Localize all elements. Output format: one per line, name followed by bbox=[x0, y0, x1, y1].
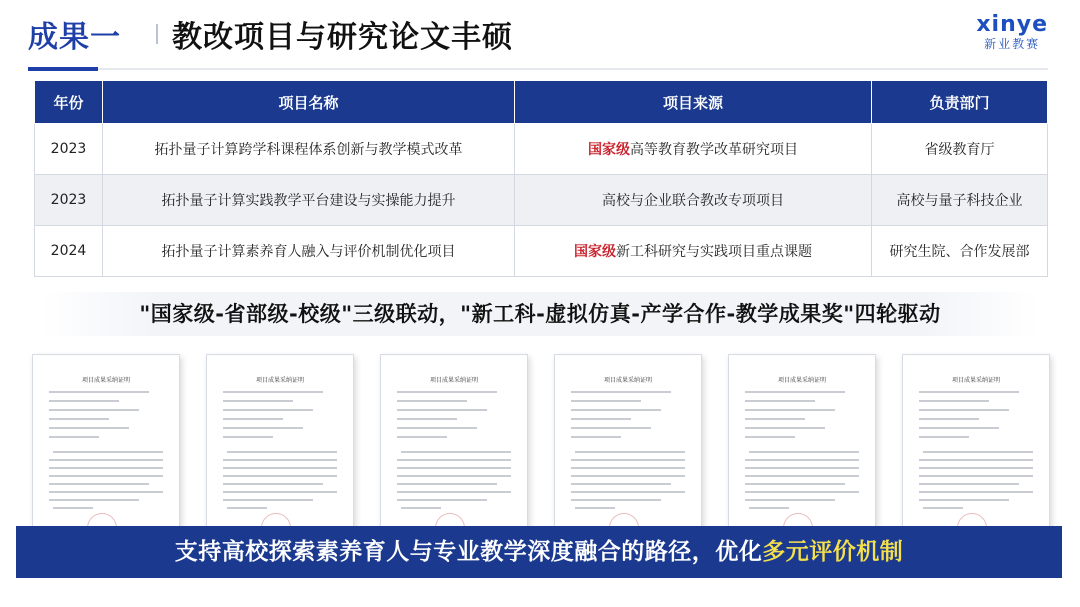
conclusion-text: 支持高校探索素养育人与专业教学深度融合的路径，优化 bbox=[174, 539, 763, 565]
cell-source bbox=[515, 175, 872, 226]
text-line-placeholder bbox=[571, 467, 685, 469]
text-line-placeholder bbox=[571, 483, 671, 485]
text-line-placeholder bbox=[49, 400, 119, 402]
text-line-placeholder bbox=[397, 491, 511, 493]
text-line-placeholder bbox=[919, 467, 1033, 469]
text-line-placeholder bbox=[919, 418, 979, 420]
text-line-placeholder bbox=[223, 436, 273, 438]
source-level: 国家级 bbox=[588, 142, 630, 158]
text-line-placeholder bbox=[227, 451, 337, 453]
table-row bbox=[35, 175, 1048, 226]
text-line-placeholder bbox=[571, 436, 621, 438]
text-line-placeholder bbox=[919, 491, 1033, 493]
text-line-placeholder bbox=[223, 459, 337, 461]
text-line-placeholder bbox=[223, 491, 337, 493]
text-line-placeholder bbox=[49, 475, 163, 477]
certificate-document bbox=[32, 354, 180, 548]
certificate-document bbox=[728, 354, 876, 548]
source-text: 新工科研究与实践项目重点课题 bbox=[616, 244, 812, 260]
text-line-placeholder bbox=[749, 507, 789, 509]
text-line-placeholder bbox=[919, 436, 969, 438]
text-line-placeholder bbox=[571, 409, 661, 411]
certificate-title: 项目成果采纳证明 bbox=[777, 377, 826, 384]
cell-project-name: 拓扑量子计算实践教学平台建设与实操能力提升 bbox=[103, 175, 515, 226]
text-line-placeholder bbox=[919, 499, 1009, 501]
text-line-placeholder bbox=[745, 418, 805, 420]
text-line-placeholder bbox=[745, 391, 845, 393]
col-header-dept: 负责部门 bbox=[872, 81, 1048, 124]
text-line-placeholder bbox=[923, 507, 963, 509]
certificate-gallery bbox=[32, 354, 1048, 550]
text-line-placeholder bbox=[397, 467, 511, 469]
text-line-placeholder bbox=[571, 459, 685, 461]
text-line-placeholder bbox=[745, 400, 815, 402]
text-line-placeholder bbox=[227, 507, 267, 509]
text-line-placeholder bbox=[571, 391, 671, 393]
header-underline-accent bbox=[28, 67, 98, 71]
text-line-placeholder bbox=[745, 409, 835, 411]
text-line-placeholder bbox=[745, 491, 859, 493]
text-line-placeholder bbox=[49, 418, 109, 420]
text-line-placeholder bbox=[575, 507, 615, 509]
certificate-document bbox=[554, 354, 702, 548]
text-line-placeholder bbox=[223, 427, 303, 429]
cell-year: 2024 bbox=[35, 226, 103, 277]
text-line-placeholder bbox=[223, 400, 293, 402]
section-tag: 成果一 bbox=[28, 20, 121, 55]
col-header-name: 项目名称 bbox=[103, 81, 515, 124]
brand-logo bbox=[976, 12, 1048, 52]
table-row bbox=[35, 124, 1048, 175]
cell-dept: 省级教育厅 bbox=[872, 124, 1048, 175]
text-line-placeholder bbox=[397, 418, 457, 420]
projects-table bbox=[34, 80, 1048, 277]
header-underline bbox=[28, 68, 1048, 70]
table-row bbox=[35, 226, 1048, 277]
certificate-title: 项目成果采纳证明 bbox=[603, 377, 652, 384]
certificate-title: 项目成果采纳证明 bbox=[81, 377, 130, 384]
text-line-placeholder bbox=[223, 409, 313, 411]
source-text: 高等教育教学改革研究项目 bbox=[630, 142, 798, 158]
text-line-placeholder bbox=[571, 491, 685, 493]
text-line-placeholder bbox=[49, 491, 163, 493]
certificate-title: 项目成果采纳证明 bbox=[429, 377, 478, 384]
text-line-placeholder bbox=[49, 499, 139, 501]
text-line-placeholder bbox=[397, 436, 447, 438]
text-line-placeholder bbox=[571, 475, 685, 477]
header-divider bbox=[156, 24, 158, 44]
text-line-placeholder bbox=[397, 483, 497, 485]
text-line-placeholder bbox=[223, 475, 337, 477]
text-line-placeholder bbox=[919, 483, 1019, 485]
text-line-placeholder bbox=[919, 475, 1033, 477]
source-text: 高校与企业联合教改专项项目 bbox=[602, 193, 784, 209]
text-line-placeholder bbox=[745, 467, 859, 469]
text-line-placeholder bbox=[49, 483, 149, 485]
text-line-placeholder bbox=[49, 427, 129, 429]
certificate-document bbox=[380, 354, 528, 548]
cell-project-name: 拓扑量子计算素养育人融入与评价机制优化项目 bbox=[103, 226, 515, 277]
text-line-placeholder bbox=[53, 451, 163, 453]
text-line-placeholder bbox=[571, 427, 651, 429]
summary-banner: "国家级-省部级-校级"三级联动，"新工科-虚拟仿真-产学合作-教学成果奖"四轮驱动 bbox=[40, 292, 1040, 336]
table-header-row bbox=[35, 81, 1048, 124]
text-line-placeholder bbox=[53, 507, 93, 509]
text-line-placeholder bbox=[745, 499, 835, 501]
text-line-placeholder bbox=[397, 459, 511, 461]
page-title: 教改项目与研究论文丰硕 bbox=[172, 20, 513, 55]
text-line-placeholder bbox=[571, 418, 631, 420]
cell-year: 2023 bbox=[35, 175, 103, 226]
cell-dept: 研究生院、合作发展部 bbox=[872, 226, 1048, 277]
conclusion-bar bbox=[16, 526, 1062, 578]
text-line-placeholder bbox=[49, 436, 99, 438]
text-line-placeholder bbox=[223, 499, 313, 501]
text-line-placeholder bbox=[923, 451, 1033, 453]
text-line-placeholder bbox=[571, 499, 661, 501]
certificate-document bbox=[902, 354, 1050, 548]
source-level: 国家级 bbox=[574, 244, 616, 260]
cell-project-name: 拓扑量子计算跨学科课程体系创新与教学模式改革 bbox=[103, 124, 515, 175]
conclusion-highlight: 多元评价机制 bbox=[762, 539, 904, 565]
text-line-placeholder bbox=[749, 451, 859, 453]
brand-logo-mark: xinye bbox=[976, 12, 1048, 37]
text-line-placeholder bbox=[571, 400, 641, 402]
cell-source bbox=[515, 226, 872, 277]
certificate-title: 项目成果采纳证明 bbox=[255, 377, 304, 384]
cell-dept: 高校与量子科技企业 bbox=[872, 175, 1048, 226]
text-line-placeholder bbox=[49, 459, 163, 461]
text-line-placeholder bbox=[397, 475, 511, 477]
text-line-placeholder bbox=[397, 499, 487, 501]
text-line-placeholder bbox=[401, 451, 511, 453]
text-line-placeholder bbox=[745, 483, 845, 485]
text-line-placeholder bbox=[745, 475, 859, 477]
text-line-placeholder bbox=[397, 400, 467, 402]
text-line-placeholder bbox=[49, 409, 139, 411]
cell-source bbox=[515, 124, 872, 175]
certificate-document bbox=[206, 354, 354, 548]
cell-year: 2023 bbox=[35, 124, 103, 175]
text-line-placeholder bbox=[919, 400, 989, 402]
text-line-placeholder bbox=[919, 409, 1009, 411]
text-line-placeholder bbox=[401, 507, 441, 509]
brand-logo-subtitle: 新业教赛 bbox=[984, 37, 1041, 51]
text-line-placeholder bbox=[223, 418, 283, 420]
text-line-placeholder bbox=[745, 427, 825, 429]
text-line-placeholder bbox=[397, 391, 497, 393]
text-line-placeholder bbox=[745, 459, 859, 461]
text-line-placeholder bbox=[397, 409, 487, 411]
col-header-year: 年份 bbox=[35, 81, 103, 124]
text-line-placeholder bbox=[575, 451, 685, 453]
text-line-placeholder bbox=[397, 427, 477, 429]
text-line-placeholder bbox=[919, 459, 1033, 461]
text-line-placeholder bbox=[919, 427, 999, 429]
certificate-title: 项目成果采纳证明 bbox=[951, 377, 1000, 384]
text-line-placeholder bbox=[49, 391, 149, 393]
text-line-placeholder bbox=[223, 467, 337, 469]
text-line-placeholder bbox=[49, 467, 163, 469]
text-line-placeholder bbox=[919, 391, 1019, 393]
text-line-placeholder bbox=[745, 436, 795, 438]
text-line-placeholder bbox=[223, 483, 323, 485]
col-header-source: 项目来源 bbox=[515, 81, 872, 124]
text-line-placeholder bbox=[223, 391, 323, 393]
